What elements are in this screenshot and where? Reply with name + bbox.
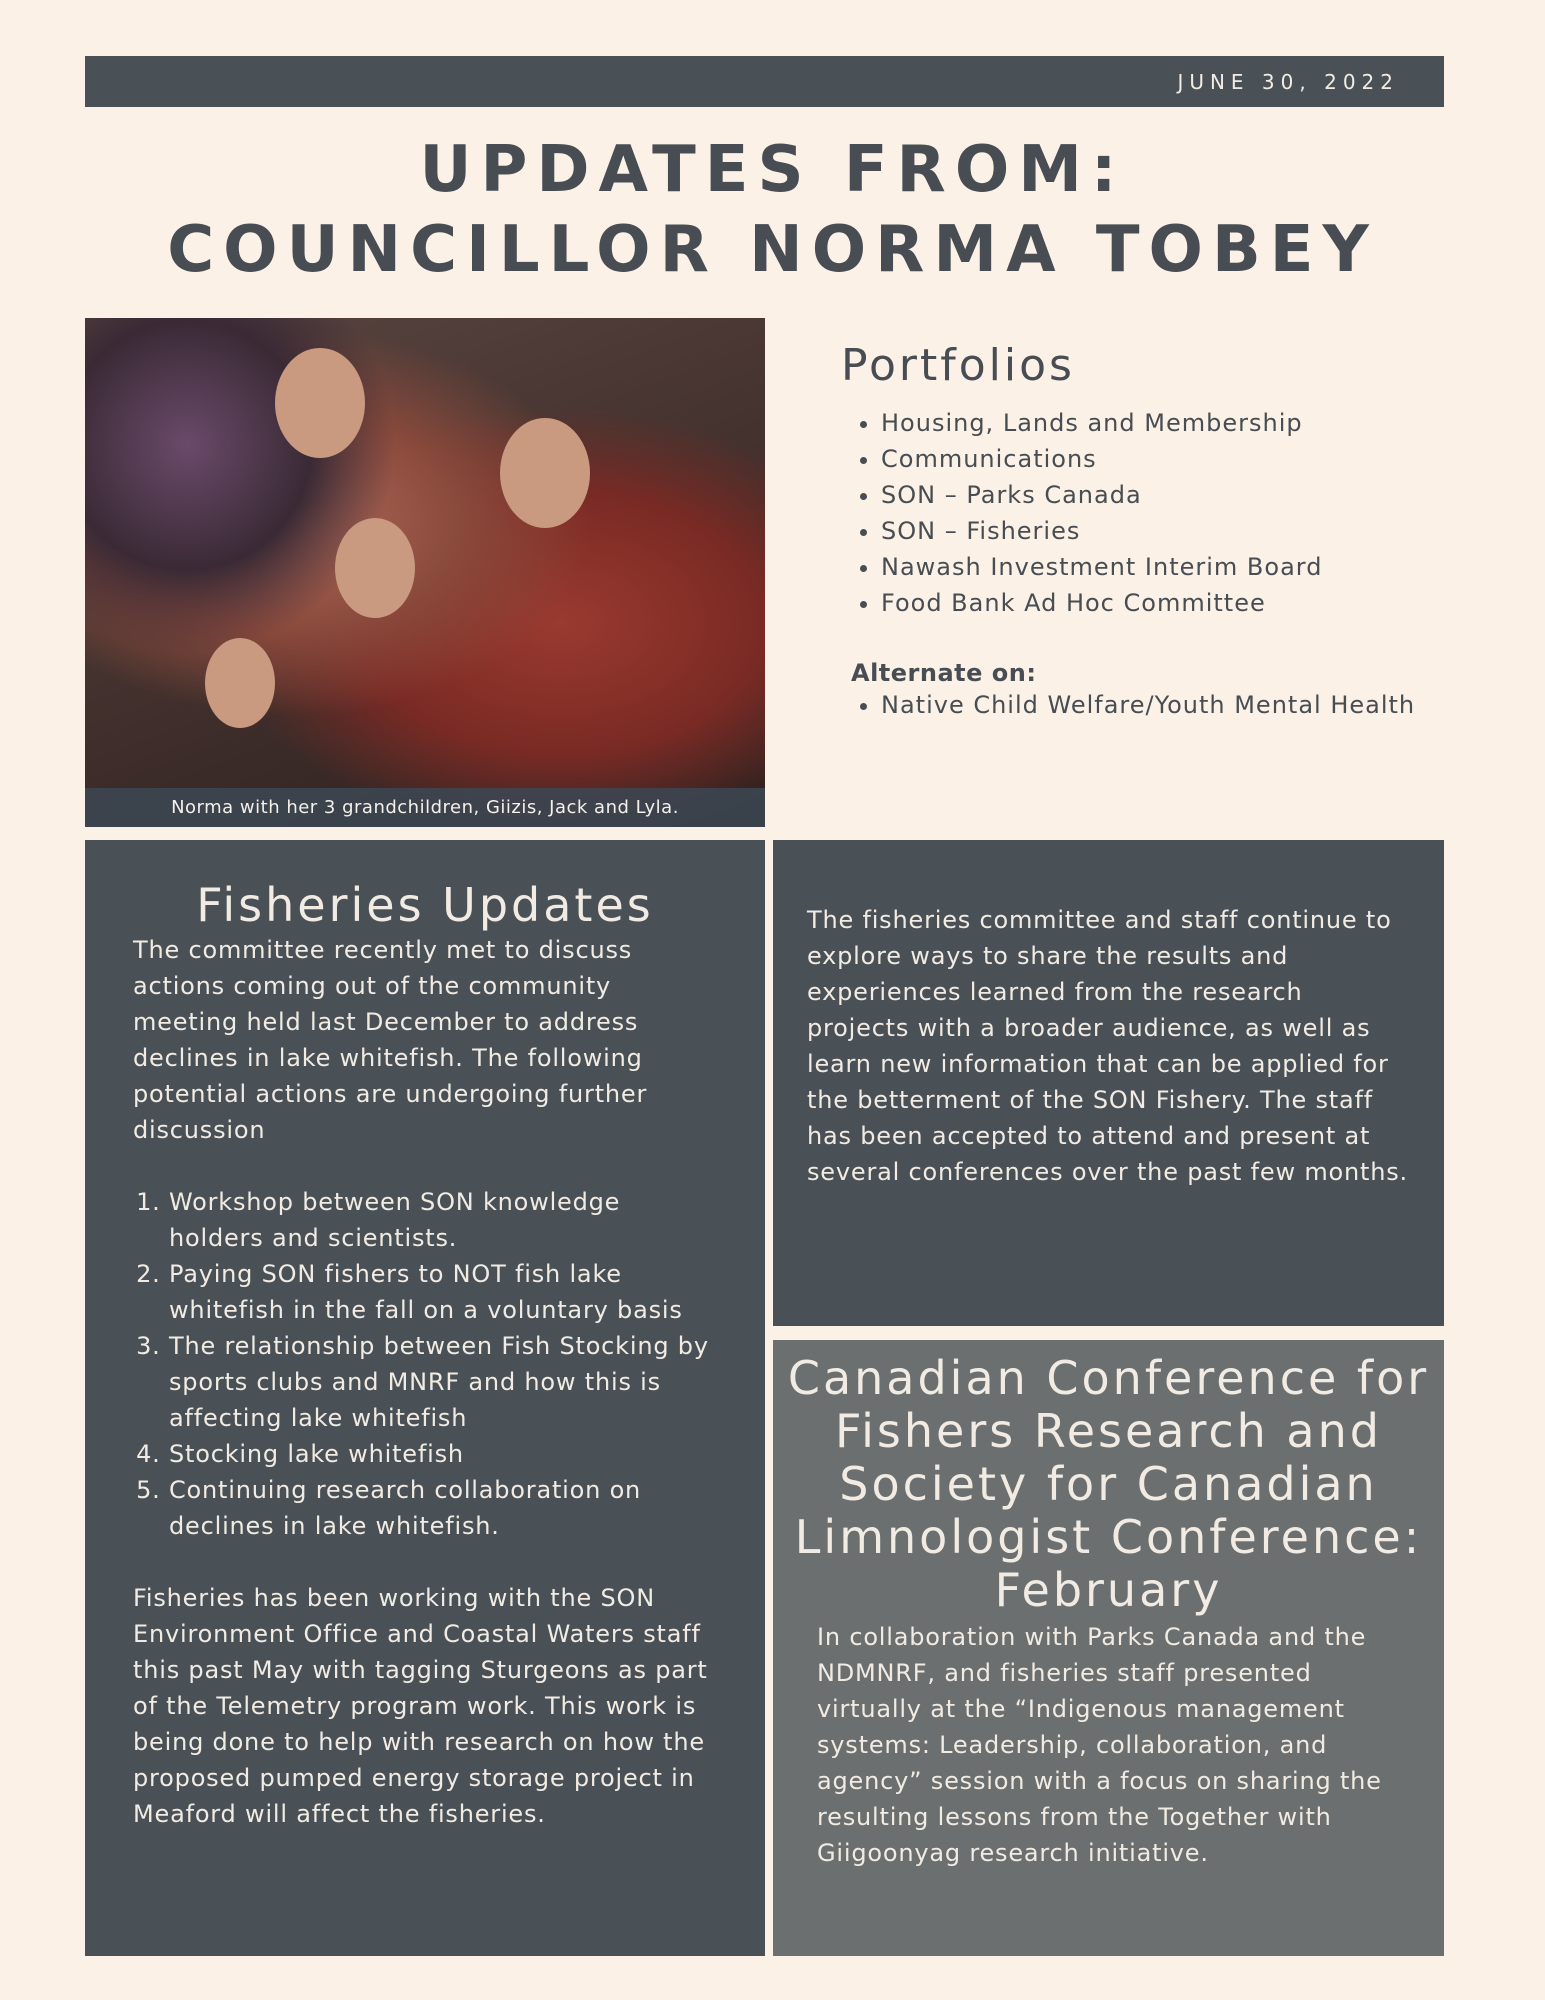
list-item: • Food Bank Ad Hoc Committee (881, 585, 1441, 621)
list-item: • Housing, Lands and Membership (881, 405, 1441, 441)
photo-person (500, 418, 590, 528)
title-line-2: COUNCILLOR NORMA TOBEY (167, 213, 1378, 287)
fisheries-updates-panel (85, 840, 765, 1956)
list-item: 5. Continuing research collaboration on declines in lake whitefish. (169, 1472, 717, 1544)
list-item: • SON – Fisheries (881, 513, 1441, 549)
fisheries-intro: The committee recently met to discuss actions coming out of the community meeting held last December to address declines in lake whitefish. The following potential actions are undergoing further discussion (133, 936, 648, 1144)
list-item: • SON – Parks Canada (881, 477, 1441, 513)
title-line-1: UPDATES FROM: (419, 133, 1126, 207)
list-item: 1. Workshop between SON knowledge holders and scientists. (169, 1184, 717, 1256)
list-item: • Communications (881, 441, 1441, 477)
list-item: 4. Stocking lake whitefish (169, 1436, 717, 1472)
page-title (0, 130, 1545, 290)
photo-person (275, 348, 365, 458)
portfolios-section (841, 340, 1441, 723)
date: JUNE 30, 2022 (1177, 70, 1399, 94)
portfolios-list (841, 405, 1441, 621)
portfolios-heading: Portfolios (841, 340, 1075, 391)
fisheries-heading: Fisheries Updates (196, 878, 654, 932)
committee-text: The fisheries committee and staff continue to explore ways to share the results and experiences learned from the research projects with a broader audience, as well as learn new information that can be applied for the betterment of the SON Fishery. The staff has been accepted to attend and present at several conferences over the past few months. (807, 906, 1408, 1186)
conference-heading: Canadian Conference for Fishers Research and Society for Canadian Limnologist Conference: February (787, 1351, 1430, 1617)
actions-list (133, 1184, 717, 1544)
list-item: 2. Paying SON fishers to NOT fish lake whitefish in the fall on a voluntary basis (169, 1256, 717, 1328)
conference-panel (773, 1340, 1444, 1956)
conference-text: In collaboration with Parks Canada and the NDMNRF, and fisheries staff presented virtually at the “Indigenous management systems: Leadership, collaboration, and agency” session with a focus on sharing the resulting lessons from the Together with Giigoonyag research initiative. (817, 1623, 1382, 1867)
photo-person (335, 518, 415, 618)
list-item: • Nawash Investment Interim Board (881, 549, 1441, 585)
photo-person (205, 638, 275, 728)
committee-panel (773, 840, 1444, 1326)
family-photo (85, 318, 765, 827)
list-item: • Native Child Welfare/Youth Mental Health (881, 687, 1441, 723)
alternate-list (841, 687, 1441, 723)
alternate-heading: Alternate on: (851, 659, 1037, 687)
date-bar (85, 56, 1444, 107)
photo-caption: Norma with her 3 grandchildren, Giizis, Jack and Lyla. (85, 788, 765, 827)
list-item: 3. The relationship between Fish Stocking by sports clubs and MNRF and how this is affecting lake whitefish (169, 1328, 717, 1436)
sturgeon-paragraph: Fisheries has been working with the SON Environment Office and Coastal Waters staff this past May with tagging Sturgeons as part of the Telemetry program work. This work is being done to help with research on how the proposed pumped energy storage project in Meaford will affect the fisheries. (133, 1584, 708, 1828)
